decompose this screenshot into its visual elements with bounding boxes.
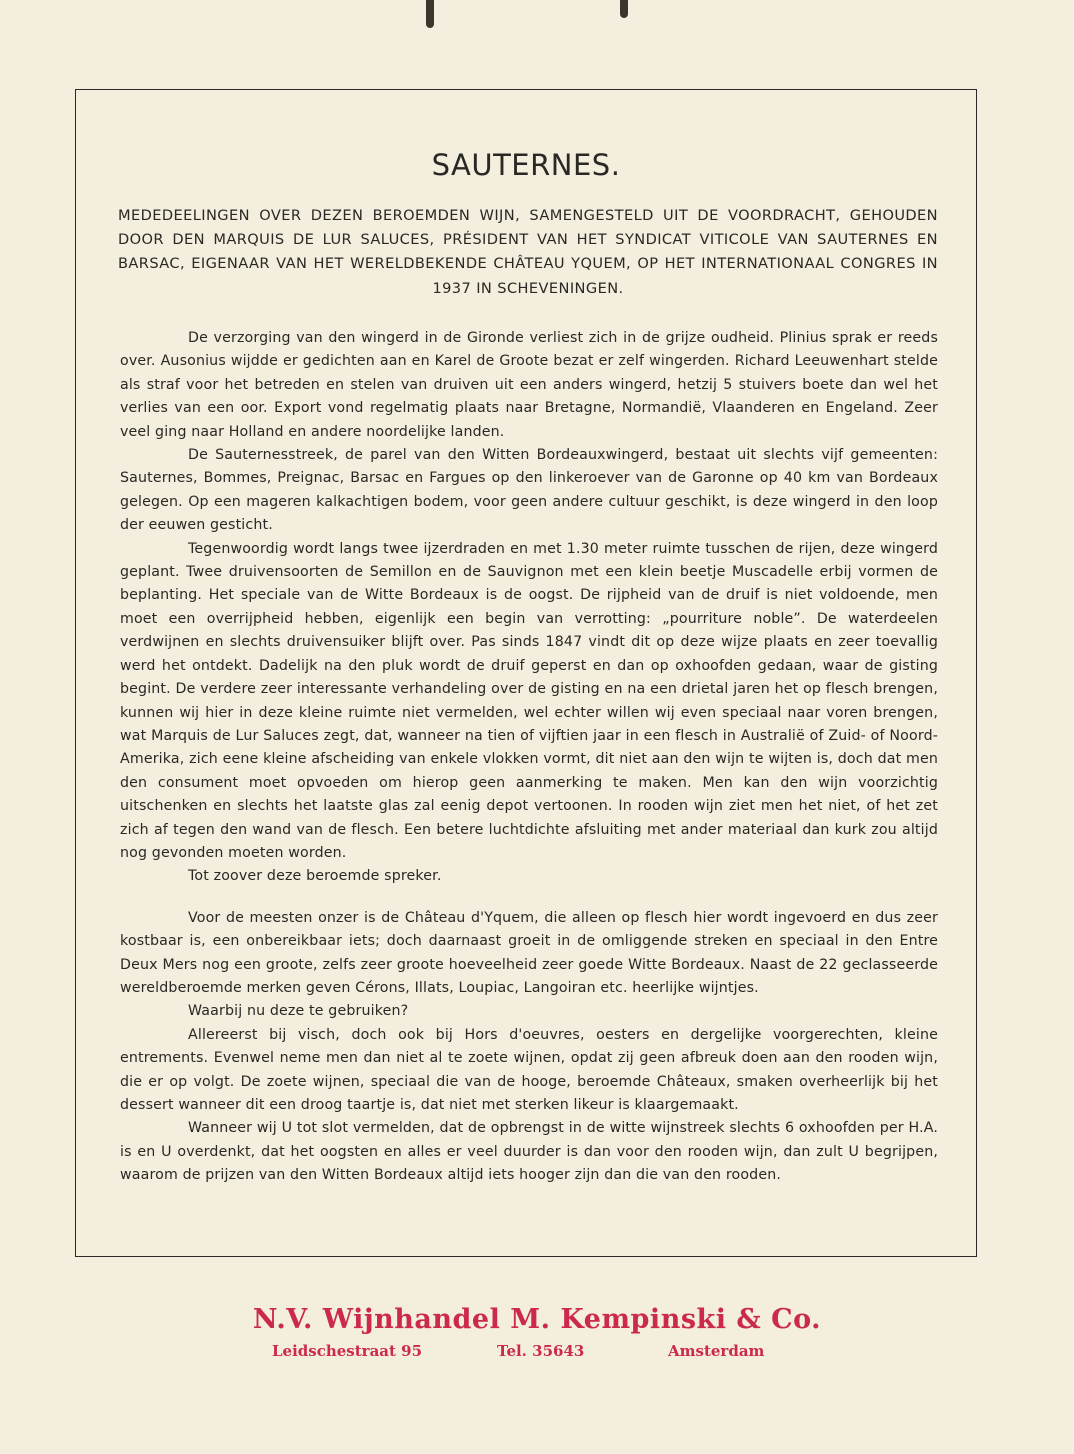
paragraph-yquem: Voor de meesten onzer is de Château d'Yquem, die alleen op flesch hier wordt ingevoerd en dus zeer kostbaar is, een onbereikbaar iets; doch daarnaast groeit in de omliggende streken en speciaal in den Entre Deux Mers nog een groote, zelfs zeer groote hoeveelheid zeer goede Witte Bordeaux. Naast de 22 geclasseerde wereldberoemde merken geven Cérons, Illats, Loupiac, Langoiran etc. heerlijke wijntjes.	[120, 909, 938, 996]
binding-ring-right	[620, 0, 628, 18]
company-street: Leidschestraat 95	[272, 1342, 423, 1360]
binding-ring-left	[426, 0, 434, 28]
paragraph-cultivation: Tegenwoordig wordt langs twee ijzerdraden en met 1.30 meter ruimte tusschen de rijen, deze wingerd geplant. Twee druivensoorten de Semillon en de Sauvignon met een klein beetje Muscadelle erbij vormen de beplanting. Het speciale van de Witte Bordeaux is de oogst. De rijpheid van de druif is niet voldoende, men moet een overrijpheid hebben, eigenlijk een begin van verrotting: „pourriture noble”. De waterdeelen verdwijnen en slechts druivensuiker blijft over. Pas sinds 1847 vindt dit op deze wijze plaats en zeer toevallig werd het ontdekt. Dadelijk na den pluk wordt de druif geperst en dan op oxhoofden gedaan, waar de gisting begint. De verdere zeer interessante verhandeling over de gisting en na een drietal jaren het op flesch brengen, kunnen wij hier in deze kleine ruimte niet vermelden, wel echter willen wij even speciaal naar voren brengen, wat Marquis de Lur Saluces zegt, dat, wanneer na tien of vijftien jaar in een flesch in Australië of Zuid- of Noord-Amerika, zich eene kleine afscheiding van enkele vlokken vormt, dit niet aan den wijn te wijten is, doch dat men den consument moet opvoeden om hierop geen aanmerking te maken. Men kan den wijn voorzichtig uitschenken en slechts het laatste glas zal eenig depot vertoonen. In rooden wijn ziet men het niet, of het zet zich af tegen den wand van de flesch. Een betere luchtdichte afsluiting met ander materiaal dan kurk zou altijd nog gevonden moeten worden.	[120, 540, 938, 861]
text-frame	[75, 89, 977, 1257]
footer	[0, 1304, 1074, 1360]
paragraph-question: Waarbij nu deze te gebruiken?	[188, 1003, 409, 1020]
paragraph-speaker-end: Tot zoover deze beroemde spreker.	[188, 868, 442, 885]
page-subtitle: MEDEDEELINGEN OVER DEZEN BEROEMDEN WIJN, SAMENGESTELD UIT DE VOORDRACHT, GEHOUDEN DOOR DEN MARQUIS DE LUR SALUCES, PRÉSIDENT VAN HET SYNDICAT VITICOLE VAN SAUTERNES EN BARSAC, EIGENAAR VAN HET WERELDBEKENDE CHÂTEAU YQUEM, OP HET INTERNATIONAAL CONGRES IN 1937 IN SCHEVENINGEN.	[118, 207, 938, 297]
paragraph-history: De verzorging van den wingerd in de Gironde verliest zich in de grijze oudheid. Plinius sprak er reeds over. Ausonius wijdde er gedichten aan en Karel de Groote bezat er zelf wingerden. Richard Leeuwenhart stelde als straf voor het betreden en stelen van druiven uit een anders wingerd, hetzij 5 stuivers boete dan wel het verlies van een oor. Export vond regelmatig plaats naar Bretagne, Normandië, Vlaanderen en Engeland. Zeer veel ging naar Holland en andere noordelijke landen.	[120, 330, 938, 440]
company-city: Amsterdam	[668, 1342, 765, 1360]
paragraph-pairing: Allereerst bij visch, doch ook bij Hors d'oeuvres, oesters en dergelijke voorgerechten, kleine entrements. Evenwel neme men dan niet al te zoete wijnen, opdat zij geen afbreuk doen aan den rooden wijn, die er op volgt. De zoete wijnen, speciaal die van de hooge, beroemde Châteaux, smaken overheerlijk bij het dessert wanneer dit een droog taartje is, dat niet met sterken likeur is klaargemaakt.	[120, 1026, 938, 1113]
page-title: SAUTERNES.	[431, 148, 621, 182]
article-body	[120, 327, 938, 1188]
company-phone: Tel. 35643	[497, 1342, 585, 1360]
paragraph-region: De Sauternesstreek, de parel van den Witten Bordeauxwingerd, bestaat uit slechts vijf gemeenten: Sauternes, Bommes, Preignac, Barsac en Fargues op den linkeroever van de Garonne op 40 km van Bordeaux gelegen. Op een mageren kalkachtigen bodem, voor geen andere cultuur geschikt, is deze wingerd in den loop der eeuwen gesticht.	[120, 447, 938, 534]
paragraph-conclusion: Wanneer wij U tot slot vermelden, dat de opbrengst in de witte wijnstreek slechts 6 oxhoofden per H.A. is en U overdenkt, dat het oogsten en alles er veel duurder is dan voor den rooden wijn, dan zult U begrijpen, waarom de prijzen van den Witten Bordeaux altijd iets hooger zijn dan die van den rooden.	[120, 1120, 938, 1184]
company-name: N.V. Wijnhandel M. Kempinski & Co.	[252, 1304, 822, 1335]
